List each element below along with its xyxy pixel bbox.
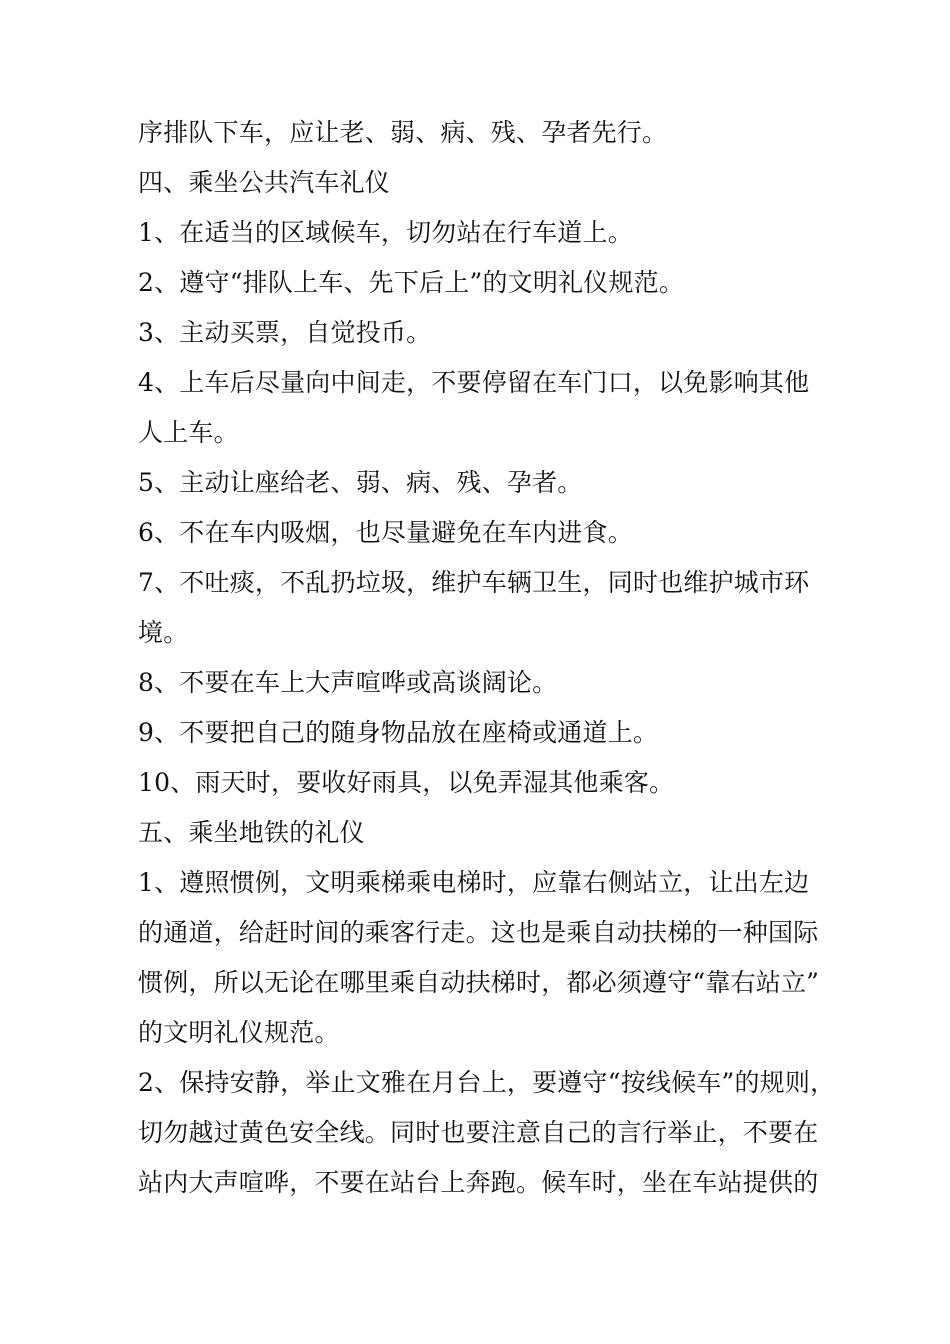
list-item-3: 3、主动买票，自觉投币。 bbox=[138, 318, 432, 347]
subway-item-2: 2、保持安静，举止文雅在月台上，要遵守“按线候车”的规则， bbox=[138, 1068, 836, 1097]
list-item-10: 10、雨天时，要收好雨具，以免弄湿其他乘客。 bbox=[138, 768, 675, 797]
subway-item-1-continued: 惯例，所以无论在哪里乘自动扶梯时，都必须遵守“靠右站立” bbox=[138, 968, 820, 997]
document-body bbox=[138, 108, 836, 1208]
list-item-1: 1、在适当的区域候车，切勿站在行车道上。 bbox=[138, 218, 633, 247]
list-item-2: 2、遵守“排队上车、先下后上”的文明礼仪规范。 bbox=[138, 268, 685, 297]
list-item-4: 4、上车后尽量向中间走，不要停留在车门口，以免影响其他 bbox=[138, 368, 810, 397]
paragraph-line: 序排队下车，应让老、弱、病、残、孕者先行。 bbox=[138, 118, 668, 147]
list-item-6: 6、不在车内吸烟，也尽量避免在车内进食。 bbox=[138, 518, 633, 547]
subway-item-1: 1、遵照惯例，文明乘梯乘电梯时，应靠右侧站立，让出左边 bbox=[138, 868, 810, 897]
subway-item-1-continued: 的文明礼仪规范。 bbox=[138, 1018, 340, 1047]
list-item-9: 9、不要把自己的随身物品放在座椅或通道上。 bbox=[138, 718, 659, 747]
section-heading-subway-etiquette: 五、乘坐地铁的礼仪 bbox=[138, 818, 365, 847]
subway-item-2-continued: 切勿越过黄色安全线。同时也要注意自己的言行举止，不要在 bbox=[138, 1118, 819, 1147]
list-item-4-continued: 人上车。 bbox=[138, 418, 239, 447]
subway-item-2-continued: 站内大声喧哗，不要在站台上奔跑。候车时，坐在车站提供的 bbox=[138, 1168, 819, 1197]
list-item-7-continued: 境。 bbox=[138, 618, 189, 647]
subway-item-1-continued: 的通道，给赶时间的乘客行走。这也是乘自动扶梯的一种国际 bbox=[138, 918, 819, 947]
list-item-8: 8、不要在车上大声喧哗或高谈阔论。 bbox=[138, 668, 558, 697]
section-heading-bus-etiquette: 四、乘坐公共汽车礼仪 bbox=[138, 168, 391, 197]
list-item-5: 5、主动让座给老、弱、病、残、孕者。 bbox=[138, 468, 583, 497]
list-item-7: 7、不吐痰，不乱扔垃圾，维护车辆卫生，同时也维护城市环 bbox=[138, 568, 810, 597]
